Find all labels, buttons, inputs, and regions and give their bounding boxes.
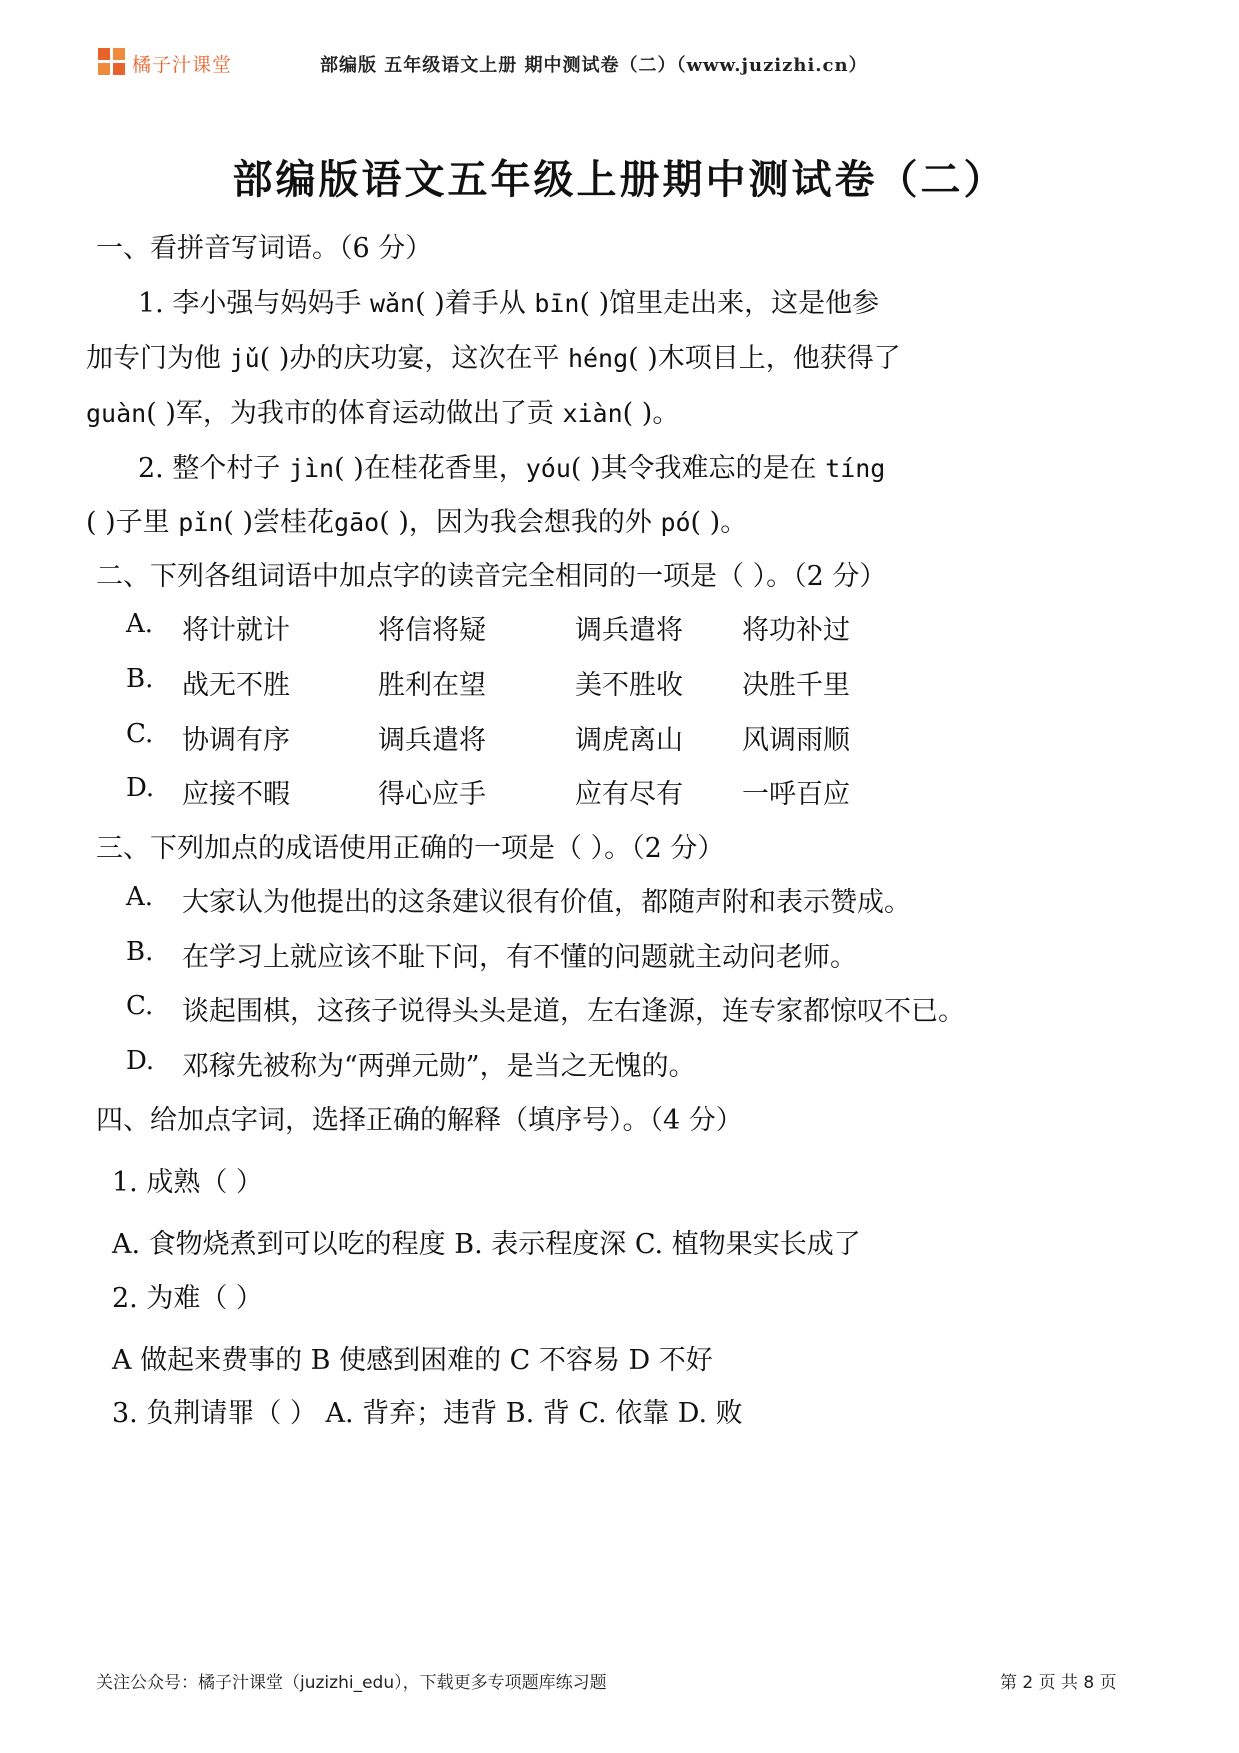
option-word: 调虎离山 xyxy=(575,725,683,756)
s1-line-4: 2. 整个村子 jìn( )在桂花香里，yóu( )其令我难忘的是在 tíng xyxy=(138,453,886,484)
footer-note: 关注公众号：橘子汁课堂（juzizhi_edu），下载更多专项题库练习题 xyxy=(96,1673,607,1693)
option-letter: C. xyxy=(126,719,154,749)
s3-option-b-letter: B. xyxy=(126,937,154,967)
s3-option-d-letter: D. xyxy=(126,1046,155,1076)
logo-text: 橘子汁课堂 xyxy=(132,54,233,76)
s3-option-d-text: 邓稼先被称为“两弹元勋”，是当之无愧的。 xyxy=(182,1051,696,1082)
logo-icon xyxy=(98,48,126,76)
s4-question-2-options: A 做起来费事的 B 使感到困难的 C 不容易 D 不好 xyxy=(112,1345,713,1376)
section-2-heading: 二、下列各组词语中加点字的读音完全相同的一项是（ ）。（2 分） xyxy=(96,561,887,592)
option-word: 战无不胜 xyxy=(182,670,290,701)
option-word: 应有尽有 xyxy=(575,779,683,810)
s4-question-1: 1. 成熟（ ） xyxy=(112,1167,263,1198)
option-word: 一呼百应 xyxy=(742,779,850,810)
section-3-heading: 三、下列加点的成语使用正确的一项是（ ）。（2 分） xyxy=(96,833,725,864)
option-word: 调兵遣将 xyxy=(575,615,683,646)
section-1-heading: 一、看拼音写词语。（6 分） xyxy=(96,233,433,264)
option-word: 决胜千里 xyxy=(742,670,850,701)
option-word: 协调有序 xyxy=(182,725,290,756)
s1-line-3: guàn( )军，为我市的体育运动做出了贡 xiàn( )。 xyxy=(86,398,680,429)
s3-option-a-text: 大家认为他提出的这条建议很有价值，都随声附和表示赞成。 xyxy=(182,887,911,918)
option-word: 将功补过 xyxy=(742,615,850,646)
option-letter: B. xyxy=(126,664,154,694)
option-word: 美不胜收 xyxy=(575,670,683,701)
s3-option-c-letter: C. xyxy=(126,991,154,1021)
option-word: 得心应手 xyxy=(378,779,486,810)
option-word: 应接不暇 xyxy=(182,779,290,810)
s4-question-2: 2. 为难（ ） xyxy=(112,1283,263,1314)
s4-question-3: 3. 负荆请罪（ ） A. 背弃；违背 B. 背 C. 依靠 D. 败 xyxy=(112,1398,743,1429)
option-letter: D. xyxy=(126,773,155,803)
option-word: 将计就计 xyxy=(182,615,290,646)
s1-line-2: 加专门为他 jǔ( )办的庆功宴，这次在平 héng( )木项目上，他获得了 xyxy=(86,343,901,374)
s1-line-1: 1. 李小强与妈妈手 wǎn( )着手从 bīn( )馆里走出来，这是他参 xyxy=(138,288,880,319)
s3-option-b-text: 在学习上就应该不耻下问，有不懂的问题就主动问老师。 xyxy=(182,942,857,973)
option-letter: A. xyxy=(126,609,154,639)
option-word: 调兵遣将 xyxy=(378,725,486,756)
option-word: 将信将疑 xyxy=(378,615,486,646)
s4-question-1-options: A. 食物烧煮到可以吃的程度 B. 表示程度深 C. 植物果实长成了 xyxy=(112,1229,861,1260)
page-title: 部编版语文五年级上册期中测试卷（二） xyxy=(232,156,1007,203)
option-word: 风调雨顺 xyxy=(742,725,850,756)
s1-line-5: ( )子里 pǐn( )尝桂花gāo( )，因为我会想我的外 pó( )。 xyxy=(86,507,748,538)
option-word: 胜利在望 xyxy=(378,670,486,701)
page-number: 第 2 页 共 8 页 xyxy=(1000,1673,1117,1693)
s3-option-c-text: 谈起围棋，这孩子说得头头是道，左右逢源，连专家都惊叹不已。 xyxy=(182,996,965,1027)
section-4-heading: 四、给加点字词，选择正确的解释（填序号）。（4 分） xyxy=(96,1105,743,1136)
header-title: 部编版 五年级语文上册 期中测试卷（二）（www.juzizhi.cn） xyxy=(320,55,868,76)
s3-option-a-letter: A. xyxy=(126,882,154,912)
